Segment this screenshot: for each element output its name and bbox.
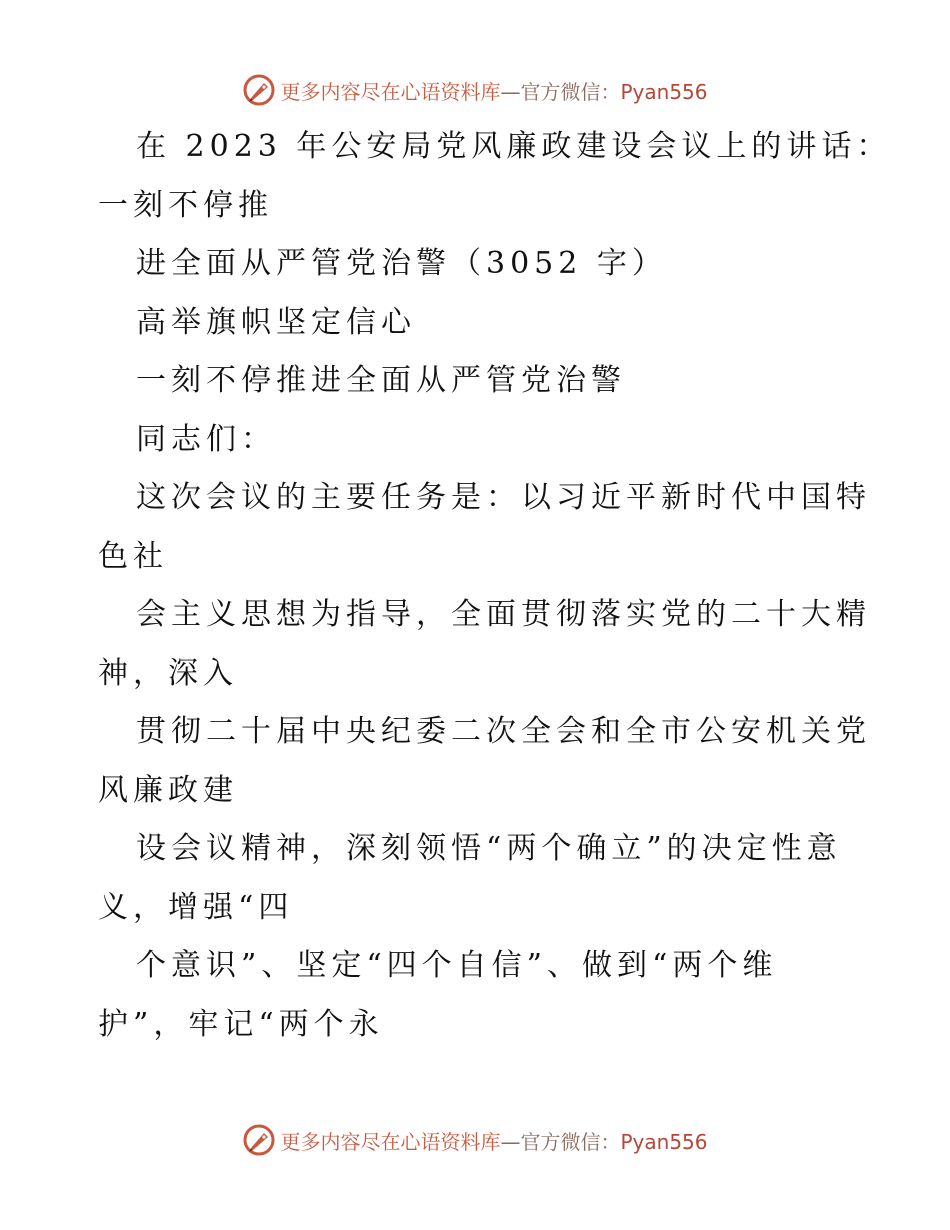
pen-nib-circle-icon xyxy=(242,1123,276,1157)
footer-banner xyxy=(0,1120,950,1160)
text-line: 一刻不停推 xyxy=(98,187,273,223)
banner-text: 更多内容尽在心语资料库—官方微信：Pyan556 xyxy=(280,79,708,104)
text-line: 色社 xyxy=(98,538,168,574)
text-line: 义，增强“四 xyxy=(98,889,294,925)
text-line: 高举旗帜坚定信心 xyxy=(136,304,416,340)
text-line: 神，深入 xyxy=(98,655,238,691)
text-line: 这次会议的主要任务是：以习近平新时代中国特 xyxy=(136,480,871,515)
header-banner xyxy=(0,70,950,110)
document-body xyxy=(98,118,892,1054)
text-line: 进全面从严管党治警（3052 字） xyxy=(136,246,667,281)
pen-nib-circle-icon xyxy=(242,73,276,107)
text-line: 贯彻二十届中央纪委二次全会和全市公安机关党 xyxy=(136,714,871,749)
text-line: 个意识”、坚定“四个自信”、做到“两个维 xyxy=(136,948,778,983)
text-line: 风廉政建 xyxy=(98,772,238,808)
text-line: 设会议精神，深刻领悟“两个确立”的决定性意 xyxy=(136,831,842,866)
text-line: 会主义思想为指导，全面贯彻落实党的二十大精 xyxy=(136,597,871,632)
banner-text: 更多内容尽在心语资料库—官方微信：Pyan556 xyxy=(280,1129,708,1154)
text-line: 护”，牢记“两个永 xyxy=(98,1006,384,1042)
text-line: 在 2023 年公安局党风廉政建设会议上的讲话： xyxy=(136,129,892,164)
text-line: 一刻不停推进全面从严管党治警 xyxy=(136,363,626,398)
text-line: 同志们： xyxy=(136,421,276,457)
